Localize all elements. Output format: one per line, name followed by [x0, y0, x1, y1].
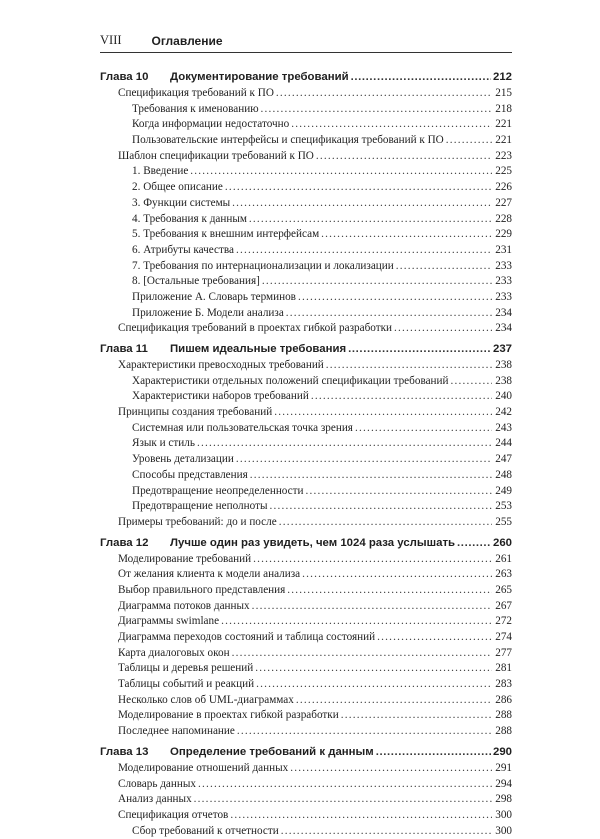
toc-entry-row[interactable] [100, 661, 512, 677]
toc-entry-row[interactable] [100, 468, 512, 484]
toc-entry-row[interactable] [100, 630, 512, 646]
toc-entry-row[interactable] [100, 243, 512, 259]
dot-leader [232, 196, 492, 212]
toc-entry-title: Спецификация требований в проектах гибкой разработки [118, 322, 393, 335]
toc-entry-row[interactable] [100, 358, 512, 374]
dot-leader [190, 164, 492, 180]
toc-page-number: 291 [495, 761, 512, 774]
dot-leader [256, 677, 492, 693]
toc-entry-title: Моделирование требований [118, 552, 252, 565]
dot-leader [255, 661, 492, 677]
toc-page-number: 255 [495, 515, 512, 528]
toc-entry-row[interactable] [100, 693, 512, 709]
toc-entry-title: Предотвращение неполноты [132, 500, 268, 513]
dot-leader [198, 777, 492, 793]
dot-leader [287, 583, 492, 599]
toc-entry-title: Документирование требований [170, 71, 349, 83]
toc-entry-row[interactable] [100, 290, 512, 306]
dot-leader [262, 274, 492, 290]
dot-leader [253, 552, 492, 568]
toc-chapter-row[interactable] [100, 534, 512, 552]
toc-entry-row[interactable] [100, 436, 512, 452]
dot-leader [276, 86, 492, 102]
toc-page-number: 226 [495, 181, 512, 194]
chapter-number: Глава 11 [100, 343, 148, 355]
toc-page-number: 253 [495, 500, 512, 513]
dot-leader [230, 808, 492, 824]
toc-entry-title: 8. [Остальные требования] [132, 275, 260, 288]
dot-leader [197, 436, 492, 452]
dot-leader [221, 614, 492, 630]
toc-page-number: 288 [495, 725, 512, 738]
toc-entry-row[interactable] [100, 614, 512, 630]
toc-page-number: 249 [495, 484, 512, 497]
dot-leader [351, 68, 491, 86]
dot-leader [298, 290, 492, 306]
dot-leader [249, 212, 492, 228]
toc-entry-row[interactable] [100, 164, 512, 180]
toc-page-number: 231 [495, 243, 512, 256]
toc-page-number: 233 [495, 275, 512, 288]
toc-entry-row[interactable] [100, 133, 512, 149]
toc-page-number: 234 [495, 322, 512, 335]
dot-leader [326, 358, 492, 374]
toc-page-number: 238 [495, 359, 512, 371]
chapter-number: Глава 13 [100, 745, 149, 758]
toc-entry-row[interactable] [100, 374, 512, 390]
toc-page-number: 240 [495, 390, 512, 403]
toc-page-number: 221 [495, 134, 512, 147]
toc-page-number: 288 [495, 709, 512, 722]
toc-entry-row[interactable] [100, 708, 512, 724]
toc-entry-row[interactable] [100, 149, 512, 165]
toc-page-number: 286 [495, 693, 512, 706]
toc-entry-title: Несколько слов об UML-диаграммах [118, 693, 294, 706]
toc-page-number: 244 [495, 437, 512, 450]
toc-entry-title: Таблицы и деревья решений [118, 662, 254, 675]
toc-entry-row[interactable] [100, 552, 512, 568]
toc-page-number: 221 [495, 118, 512, 131]
toc-entry-row[interactable] [100, 792, 512, 808]
dot-leader [316, 149, 492, 165]
toc-entry-title: Характеристики отдельных положений спецификации требований [132, 374, 449, 387]
dot-leader [306, 484, 492, 500]
table-of-contents [100, 68, 512, 839]
toc-entry-row[interactable] [100, 117, 512, 133]
toc-page-number: 248 [495, 468, 512, 481]
toc-page-number: 281 [495, 662, 512, 675]
toc-chapter-row[interactable] [100, 340, 512, 358]
toc-entry-title: От желания клиента к модели анализа [118, 568, 301, 581]
dot-leader [236, 243, 492, 259]
dot-leader [376, 743, 491, 761]
dot-leader [457, 534, 491, 552]
toc-entry-row[interactable] [100, 808, 512, 824]
toc-entry-title: 7. Требования по интернационализации и локализации [132, 259, 394, 272]
toc-entry-row[interactable] [100, 227, 512, 243]
toc-page-number: 215 [495, 87, 512, 99]
toc-entry-title: Предотвращение неопределенности [132, 484, 304, 497]
toc-page-number: 300 [495, 808, 512, 821]
toc-entry-title: Приложение А. Словарь терминов [132, 290, 296, 303]
toc-page-number: 218 [495, 102, 512, 115]
toc-page-number: 290 [492, 745, 512, 758]
chapter-number: Глава 10 [100, 71, 149, 83]
toc-entry-title: Примеры требований: до и после [118, 515, 277, 528]
toc-entry-title: Способы представления [132, 468, 248, 481]
toc-page-number: 234 [495, 306, 512, 319]
toc-entry-title: Моделирование отношений данных [118, 761, 289, 774]
toc-entry-row[interactable] [100, 452, 512, 468]
toc-entry-row[interactable] [100, 259, 512, 275]
dot-leader [341, 708, 492, 724]
toc-entry-row[interactable] [100, 777, 512, 793]
toc-entry-title: 3. Функции системы [132, 196, 231, 209]
toc-entry-row[interactable] [100, 583, 512, 599]
toc-entry-title: Лучше один раз увидеть, чем 1024 раза услышать [170, 536, 456, 549]
toc-page-number: 233 [495, 290, 512, 303]
toc-entry-title: Диаграммы swimlane [118, 615, 220, 628]
toc-page-number: 225 [495, 165, 512, 178]
toc-entry-title: Когда информации недостаточно [132, 118, 290, 131]
dot-leader [290, 761, 492, 777]
toc-entry-title: 6. Атрибуты качества [132, 243, 234, 256]
running-title: Оглавление [151, 34, 223, 48]
dot-leader [291, 117, 492, 133]
toc-entry-row[interactable] [100, 321, 512, 337]
toc-page-number: 263 [495, 568, 512, 581]
toc-entry-title: Характеристики превосходных требований [118, 359, 324, 371]
toc-entry-title: Спецификация требований к ПО [118, 87, 274, 99]
toc-entry-row[interactable] [100, 646, 512, 662]
toc-entry-title: Словарь данных [118, 777, 196, 790]
toc-entry-row[interactable] [100, 677, 512, 693]
toc-page-number: 277 [495, 646, 512, 659]
running-header [100, 30, 512, 53]
dot-leader [269, 499, 492, 515]
toc-entry-title: Диаграмма переходов состояний и таблица состояний [118, 631, 376, 643]
dot-leader [286, 306, 492, 322]
toc-page-number: 237 [492, 343, 512, 355]
dot-leader [394, 321, 492, 337]
dot-leader [261, 102, 492, 118]
toc-entry-row[interactable] [100, 274, 512, 290]
toc-entry-title: Последнее напоминание [118, 725, 235, 738]
dot-leader [279, 515, 492, 531]
toc-entry-row[interactable] [100, 306, 512, 322]
dot-leader [232, 646, 492, 662]
toc-entry-row[interactable] [100, 499, 512, 515]
toc-entry-title: Анализ данных [118, 793, 192, 806]
toc-page-number: 294 [495, 777, 512, 790]
toc-page-number: 238 [495, 374, 512, 387]
toc-page-number: 261 [495, 552, 512, 565]
toc-page-number: 298 [495, 793, 512, 806]
toc-entry-row[interactable] [100, 515, 512, 531]
toc-entry-row[interactable] [100, 389, 512, 405]
toc-entry-row[interactable] [100, 196, 512, 212]
toc-page-number: 212 [492, 71, 512, 83]
dot-leader [236, 452, 492, 468]
toc-entry-title: 5. Требования к внешним интерфейсам [132, 228, 320, 241]
toc-entry-row[interactable] [100, 102, 512, 118]
page-number: VIII [100, 33, 122, 47]
toc-page-number: 229 [495, 228, 512, 241]
dot-leader [446, 133, 492, 149]
toc-chapter-row[interactable] [100, 743, 512, 761]
toc-entry-title: Моделирование в проектах гибкой разработки [118, 709, 339, 722]
toc-page-number: 272 [495, 615, 512, 628]
toc-entry-row[interactable] [100, 824, 512, 839]
dot-leader [377, 630, 492, 646]
toc-entry-row[interactable] [100, 421, 512, 437]
dot-leader [302, 567, 492, 583]
toc-entry-title: Шаблон спецификации требований к ПО [118, 149, 314, 162]
toc-entry-title: Таблицы событий и реакций [118, 678, 255, 691]
dot-leader [225, 180, 492, 196]
toc-page-number: 243 [495, 421, 512, 434]
toc-entry-title: Язык и стиль [132, 437, 195, 450]
toc-entry-title: Выбор правильного представления [118, 583, 286, 596]
toc-entry-title: Пишем идеальные требования [170, 343, 347, 355]
toc-entry-row[interactable] [100, 405, 512, 421]
toc-page-number: 300 [495, 824, 512, 837]
dot-leader [311, 389, 492, 405]
toc-page-number: 265 [495, 583, 512, 596]
dot-leader [252, 599, 492, 615]
toc-entry-title: Уровень детализации [132, 453, 234, 466]
dot-leader [194, 792, 492, 808]
toc-entry-title: 4. Требования к данным [132, 212, 247, 225]
toc-entry-title: Карта диалоговых окон [118, 646, 230, 659]
toc-entry-row[interactable] [100, 599, 512, 615]
dot-leader [396, 259, 492, 275]
dot-leader [274, 405, 492, 421]
toc-entry-title: Пользовательские интерфейсы и спецификация требований к ПО [132, 134, 444, 147]
toc-page-number: 228 [495, 212, 512, 225]
chapter-number: Глава 12 [100, 536, 149, 549]
toc-page-number: 274 [495, 631, 512, 643]
toc-entry-title: Требования к именованию [132, 102, 259, 115]
toc-page-number: 283 [495, 678, 512, 691]
toc-page-number: 247 [495, 453, 512, 466]
toc-entry-title: Определение требований к данным [170, 745, 374, 758]
toc-entry-title: Сбор требований к отчетности [132, 824, 279, 837]
toc-page-number: 260 [492, 536, 512, 549]
toc-page-number: 267 [495, 599, 512, 612]
dot-leader [237, 724, 492, 740]
dot-leader [355, 421, 492, 437]
toc-entry-row[interactable] [100, 761, 512, 777]
dot-leader [296, 693, 492, 709]
toc-entry-title: 1. Введение [132, 165, 189, 178]
dot-leader [250, 468, 492, 484]
dot-leader [451, 374, 493, 390]
toc-entry-row[interactable] [100, 567, 512, 583]
toc-page-number: 233 [495, 259, 512, 272]
toc-entry-row[interactable] [100, 484, 512, 500]
toc-entry-row[interactable] [100, 724, 512, 740]
toc-chapter-row[interactable] [100, 68, 512, 86]
toc-entry-title: Диаграмма потоков данных [118, 599, 250, 612]
dot-leader [321, 227, 492, 243]
dot-leader [281, 824, 492, 839]
dot-leader [348, 340, 491, 358]
toc-page-number: 227 [495, 196, 512, 209]
toc-page-number: 242 [495, 406, 512, 419]
toc-entry-row[interactable] [100, 86, 512, 102]
toc-entry-title: Характеристики наборов требований [132, 390, 309, 403]
toc-entry-title: Системная или пользовательская точка зрения [132, 421, 353, 434]
toc-entry-title: 2. Общее описание [132, 181, 223, 194]
toc-entry-title: Спецификация отчетов [118, 808, 229, 821]
toc-entry-title: Приложение Б. Модели анализа [132, 306, 284, 319]
toc-page-number: 223 [495, 149, 512, 162]
toc-entry-row[interactable] [100, 180, 512, 196]
toc-entry-row[interactable] [100, 212, 512, 228]
toc-entry-title: Принципы создания требований [118, 406, 273, 419]
